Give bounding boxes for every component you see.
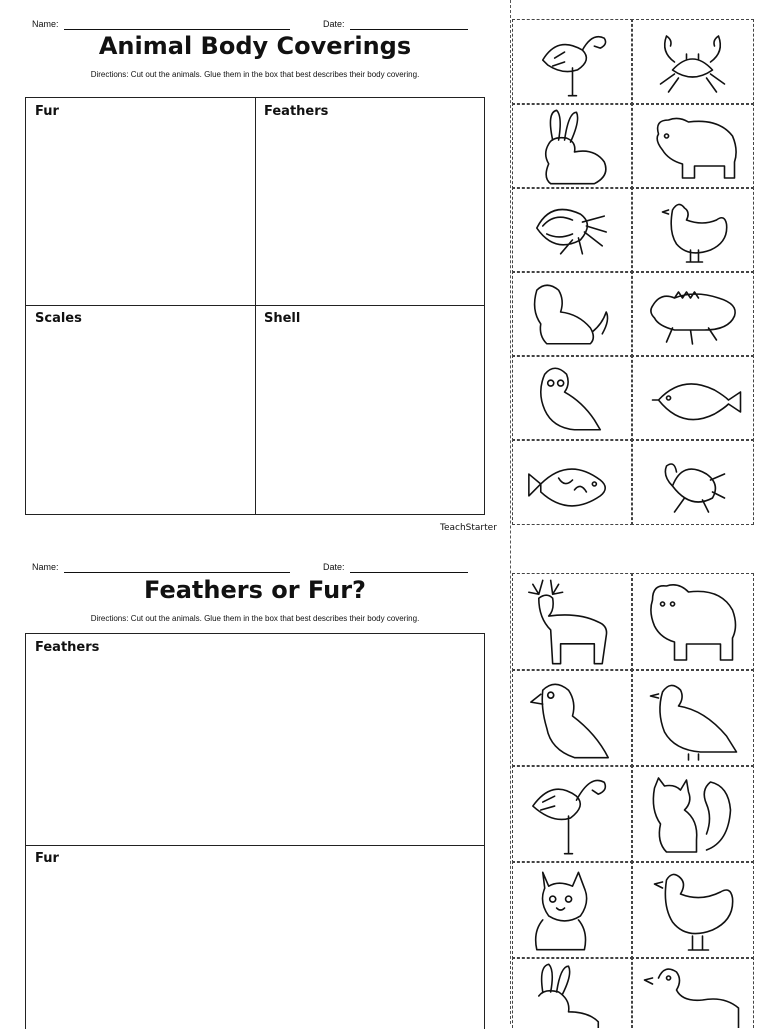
brand-logo: TeachStarter: [440, 523, 497, 533]
flounder-icon: [632, 356, 753, 440]
squirrel-icon: [632, 766, 753, 862]
turtle-icon: [632, 440, 753, 524]
bulldog-icon: [513, 862, 632, 958]
date-label: Date:: [323, 562, 345, 572]
animal-card[interactable]: [512, 439, 633, 525]
sorting-grid: [25, 97, 485, 515]
cut-line-vertical: [510, 0, 511, 1024]
animal-card[interactable]: [512, 103, 633, 189]
card-footer: [512, 523, 752, 533]
category-shell: Shell: [264, 311, 301, 326]
hermit-crab-icon: [513, 188, 632, 272]
page-title: Feathers or Fur?: [144, 576, 366, 604]
animal-card[interactable]: [631, 765, 754, 863]
animal-card[interactable]: [512, 19, 633, 105]
duck-icon: [632, 958, 753, 1028]
animal-card[interactable]: [631, 271, 754, 357]
bear-icon: [632, 104, 753, 188]
pigeon-icon: [632, 670, 753, 766]
reindeer-icon: [513, 574, 632, 670]
name-line[interactable]: [64, 572, 290, 573]
puffin-icon: [513, 670, 632, 766]
sorting-grid: [25, 633, 485, 1029]
date-line[interactable]: [350, 572, 468, 573]
category-feathers: Feathers: [35, 640, 100, 655]
chicken-icon: [632, 188, 753, 272]
category-feathers: Feathers: [264, 104, 329, 119]
rabbit-icon: [513, 104, 632, 188]
animal-card[interactable]: [631, 19, 754, 105]
polar-bear-icon: [632, 574, 753, 670]
animal-card[interactable]: [512, 765, 633, 863]
grid-divider-horizontal: [26, 845, 484, 846]
rabbit-icon: [513, 958, 632, 1028]
animal-card[interactable]: [631, 861, 754, 959]
grid-divider-horizontal: [26, 305, 484, 306]
category-fur: Fur: [35, 851, 59, 866]
animal-card[interactable]: [512, 355, 633, 441]
flamingo-icon: [513, 20, 632, 104]
fish-icon: [513, 440, 632, 524]
directions-text: Directions: Cut out the animals. Glue them in the box that best describes their body covering.: [90, 70, 420, 79]
animal-card[interactable]: [631, 573, 754, 671]
animal-card[interactable]: [512, 271, 633, 357]
category-scales: Scales: [35, 311, 82, 326]
iguana-icon: [632, 272, 753, 356]
date-line[interactable]: [350, 29, 468, 30]
animal-card[interactable]: [512, 187, 633, 273]
flamingo-icon: [513, 766, 632, 862]
animal-card[interactable]: [631, 103, 754, 189]
category-fur: Fur: [35, 104, 59, 119]
animal-card[interactable]: [512, 669, 633, 767]
crab-icon: [632, 20, 753, 104]
animal-card[interactable]: [631, 957, 754, 1028]
animal-card[interactable]: [512, 573, 633, 671]
grid-divider-vertical: [255, 98, 256, 514]
animal-card[interactable]: [512, 861, 633, 959]
name-label: Name:: [32, 19, 59, 29]
name-line[interactable]: [64, 29, 290, 30]
animal-card[interactable]: [631, 187, 754, 273]
directions-text: Directions: Cut out the animals. Glue them in the box that best describes their body covering.: [90, 614, 420, 623]
animal-card[interactable]: [512, 957, 633, 1028]
page-title: Animal Body Coverings: [98, 32, 412, 60]
prairie-dog-icon: [513, 272, 632, 356]
date-label: Date:: [323, 19, 345, 29]
animal-card[interactable]: [631, 355, 754, 441]
owl-icon: [513, 356, 632, 440]
name-label: Name:: [32, 562, 59, 572]
hen-icon: [632, 862, 753, 958]
animal-card[interactable]: [631, 669, 754, 767]
animal-card[interactable]: [631, 439, 754, 525]
